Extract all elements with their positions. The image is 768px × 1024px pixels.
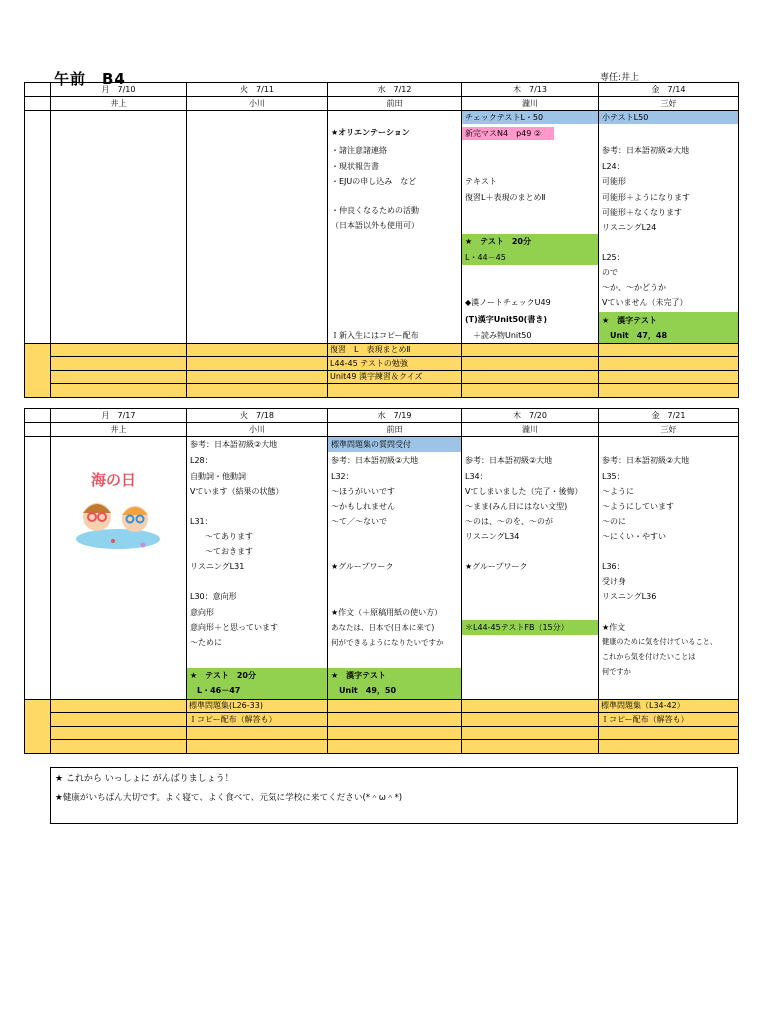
tue-line: リスニングL31: [190, 562, 245, 571]
check-test: チェックテストL・50: [465, 113, 544, 122]
week2-extra-row: [25, 713, 739, 726]
thu-line: Vてしまいました（完了・後悔）: [465, 487, 583, 496]
thu-content: [462, 437, 599, 700]
corner-cell: [25, 97, 51, 111]
fri-line: L35：: [602, 472, 625, 481]
week2-teachers-row: [25, 423, 739, 437]
teacher-tue: 小川: [187, 423, 328, 437]
orientation-title: ★オリエンテーション: [331, 128, 410, 137]
extra-text: L44-45 テストの勉強: [330, 358, 408, 368]
mon-content: [51, 111, 187, 344]
fri-line: 参考：日本語初級②大地: [602, 456, 690, 465]
note-health: ★健康がいちばん大切です。よく寝て、よく食べて、元気に学校に来てください(*＾ω＾*): [55, 792, 403, 803]
wed-line: （日本語以外も使用可）: [331, 221, 419, 230]
thu-line: 復習L＋表現のまとめⅡ: [465, 193, 546, 202]
test-label: ★ テスト 20分: [465, 237, 531, 246]
wed-line: ・現状報告書: [331, 162, 379, 171]
teacher-wed: 前田: [328, 97, 462, 111]
extra-item: [328, 370, 462, 383]
extra-text: 標準問題集（L34-42）: [601, 701, 685, 711]
wed-line: L32：: [331, 472, 354, 481]
week2-table: [24, 408, 739, 754]
side-cell: [25, 437, 51, 700]
week1-table: [24, 82, 739, 398]
fri-line: リスニングL24: [602, 223, 657, 232]
wed-line: ・EJUの申し込み など: [331, 177, 417, 186]
day-mon: 月 7/17: [51, 409, 187, 423]
fri-line: ～ようにしています: [602, 502, 674, 511]
tue-content: [187, 437, 328, 700]
qa-label: 標準問題集の質問受付: [331, 440, 411, 449]
page-title: 午前 B4: [54, 70, 126, 88]
week1-extra-row: [25, 370, 739, 383]
corner-cell: [25, 409, 51, 423]
fri-content: [599, 111, 739, 344]
wed-content: [328, 111, 462, 344]
fri-line: ～にくい・やすい: [602, 532, 666, 541]
day-fri: 金 7/14: [599, 83, 739, 97]
tue-line: Vています（結果の状態）: [190, 487, 284, 496]
thu-line: リスニングL34: [465, 532, 520, 541]
thu-line: ◆漢ノートチェックU49: [465, 298, 551, 307]
tue-line: 自動詞・他動詞: [190, 472, 246, 481]
tue-line: 意向形＋と思っています: [190, 623, 278, 632]
day-thu: 木 7/13: [462, 83, 599, 97]
week1-extra-row: [25, 357, 739, 370]
fri-line: これから気を付けたいことは: [602, 652, 696, 661]
day-mon: 月 7/10: [51, 83, 187, 97]
teacher-mon: 井上: [51, 97, 187, 111]
wed-line: ・仲良くなるための活動: [331, 206, 419, 215]
week1-content-row: [25, 111, 739, 344]
wed-line: 参考：日本語初級②大地: [331, 456, 419, 465]
extra-text: Ｉコピー配布（解答も）: [601, 714, 689, 724]
fri-line: Vていません（未完了）: [602, 298, 688, 307]
day-wed: 水 7/12: [328, 83, 462, 97]
tue-line: L28：: [190, 456, 213, 465]
teacher-wed: 前田: [328, 423, 462, 437]
tue-line: L31：: [190, 517, 213, 526]
fri-line: L25：: [602, 253, 625, 262]
thu-line: L・44－45: [465, 253, 506, 262]
wed-line: ・諸注意諸連絡: [331, 146, 387, 155]
teacher-fri: 三好: [599, 97, 739, 111]
umi-no-hi-illustration: [73, 467, 163, 557]
week1-extra-row: [25, 344, 739, 357]
thu-content: [462, 111, 599, 344]
day-tue: 火 7/11: [187, 83, 328, 97]
fri-line: 参考：日本語初級②大地: [602, 146, 690, 155]
note-encourage: ★ これから いっしょに がんばりましょう！: [55, 774, 234, 784]
lead-teacher: 専任:井上: [600, 73, 640, 83]
test-label: ★ テスト 20分: [190, 671, 256, 680]
week1-teachers-row: [25, 97, 739, 111]
extra-item: [599, 713, 739, 726]
thu-line: ＋読み物Unit50: [465, 331, 532, 340]
thu-line: ～のは、～のを、～のが: [465, 517, 553, 526]
tue-line: 参考：日本語初級②大地: [190, 440, 278, 449]
side-yellow: [25, 700, 51, 754]
week2-days-row: [25, 409, 739, 423]
extra-item: [328, 344, 462, 357]
kanji-test-label: ★ 漢字テスト: [602, 316, 657, 325]
week1-extra-row: [25, 384, 739, 397]
wed-line: Unit 49，50: [331, 686, 397, 695]
side-cell: [25, 111, 51, 344]
notes-box: [50, 767, 738, 824]
teacher-thu: 瀧川: [462, 97, 599, 111]
week2-extra-row: [25, 726, 739, 739]
thu-line: 参考：日本語初級②大地: [465, 456, 553, 465]
fri-line: 可能形: [602, 177, 626, 186]
extra-item: [328, 357, 462, 370]
fri-line: L36：: [602, 562, 625, 571]
teacher-thu: 瀧川: [462, 423, 599, 437]
week2-extra-row: [25, 740, 739, 753]
extra-text: 標準問題集(L26-33): [189, 701, 263, 711]
small-test: 小テストL50: [602, 113, 649, 122]
teacher-fri: 三好: [599, 423, 739, 437]
extra-item: [187, 713, 328, 726]
fb-label: ＊L44-45テストFB（15分）: [465, 623, 569, 632]
wed-line: ～ほうがいいです: [331, 487, 395, 496]
fri-line: 可能形＋なくなります: [602, 208, 682, 217]
thu-line: (T)漢字Unit50(書き): [465, 315, 547, 324]
fri-line: 健康のために気を付けていること、: [602, 637, 718, 646]
fri-line: 何ですか: [602, 667, 631, 676]
fri-line: 受け身: [602, 577, 626, 586]
tue-line: L・46－47: [197, 686, 241, 695]
extra-text: Ｉコピー配布（解答も）: [189, 714, 277, 724]
thu-line: テキスト: [465, 177, 497, 186]
fri-line: Unit 47，48: [602, 331, 668, 340]
side-yellow: [25, 344, 51, 398]
thu-line: L34：: [465, 472, 488, 481]
fri-content: [599, 437, 739, 700]
day-fri: 金 7/21: [599, 409, 739, 423]
fri-line: 可能形＋ようになります: [602, 193, 690, 202]
wed-line: 何ができるようになりたいですか: [331, 638, 444, 647]
tue-line: 意向形: [190, 608, 214, 617]
tue-content: [187, 111, 328, 344]
teacher-tue: 小川: [187, 97, 328, 111]
day-wed: 水 7/19: [328, 409, 462, 423]
tue-line: L30：意向形: [190, 592, 237, 601]
mon-content: [51, 437, 187, 700]
extra-item: [187, 700, 328, 713]
day-thu: 木 7/20: [462, 409, 599, 423]
week2-extra-row: [25, 700, 739, 713]
wed-line: ～かもしれません: [331, 502, 395, 511]
week1-days-row: [25, 83, 739, 97]
wed-line: あなたは、日本で(日本に来て): [331, 623, 435, 632]
tue-line: ～ておきます: [205, 547, 253, 556]
fri-line: L24：: [602, 162, 625, 171]
wed-line: ★グループワーク: [331, 562, 394, 571]
fri-line: ★作文: [602, 623, 626, 632]
fri-line: ので: [602, 268, 618, 277]
kanji-test-label: ★ 漢字テスト: [331, 671, 386, 680]
tue-line: ～てあります: [205, 532, 253, 541]
extra-text: 復習 L 表現まとめⅡ: [330, 345, 411, 355]
fri-line: リスニングL36: [602, 592, 657, 601]
fri-line: ～のに: [602, 517, 626, 526]
thu-line: ～まま(みん日にはない文型): [465, 502, 568, 511]
corner-cell: [25, 83, 51, 97]
week2-content-row: [25, 437, 739, 700]
thu-line: ★グループワーク: [465, 562, 528, 571]
wed-line: ～て／～ないで: [331, 517, 387, 526]
wed-line: ★作文（＋原稿用紙の使い方）: [331, 608, 443, 617]
umi-no-hi-title: 海の日: [91, 471, 137, 489]
fri-line: ～か、～かどうか: [602, 283, 666, 292]
teacher-mon: 井上: [51, 423, 187, 437]
tue-line: ～ために: [190, 638, 222, 647]
corner-cell: [25, 423, 51, 437]
wed-content: [328, 437, 462, 700]
shinkan-mas: 新完マスN4 p49 ②: [465, 129, 542, 138]
extra-item: [599, 700, 739, 713]
extra-text: Unit49 漢字練習＆クイズ: [330, 372, 423, 382]
wed-line: Ｉ新入生にはコピー配布: [331, 331, 419, 340]
day-tue: 火 7/18: [187, 409, 328, 423]
fri-line: ～ように: [602, 487, 634, 496]
